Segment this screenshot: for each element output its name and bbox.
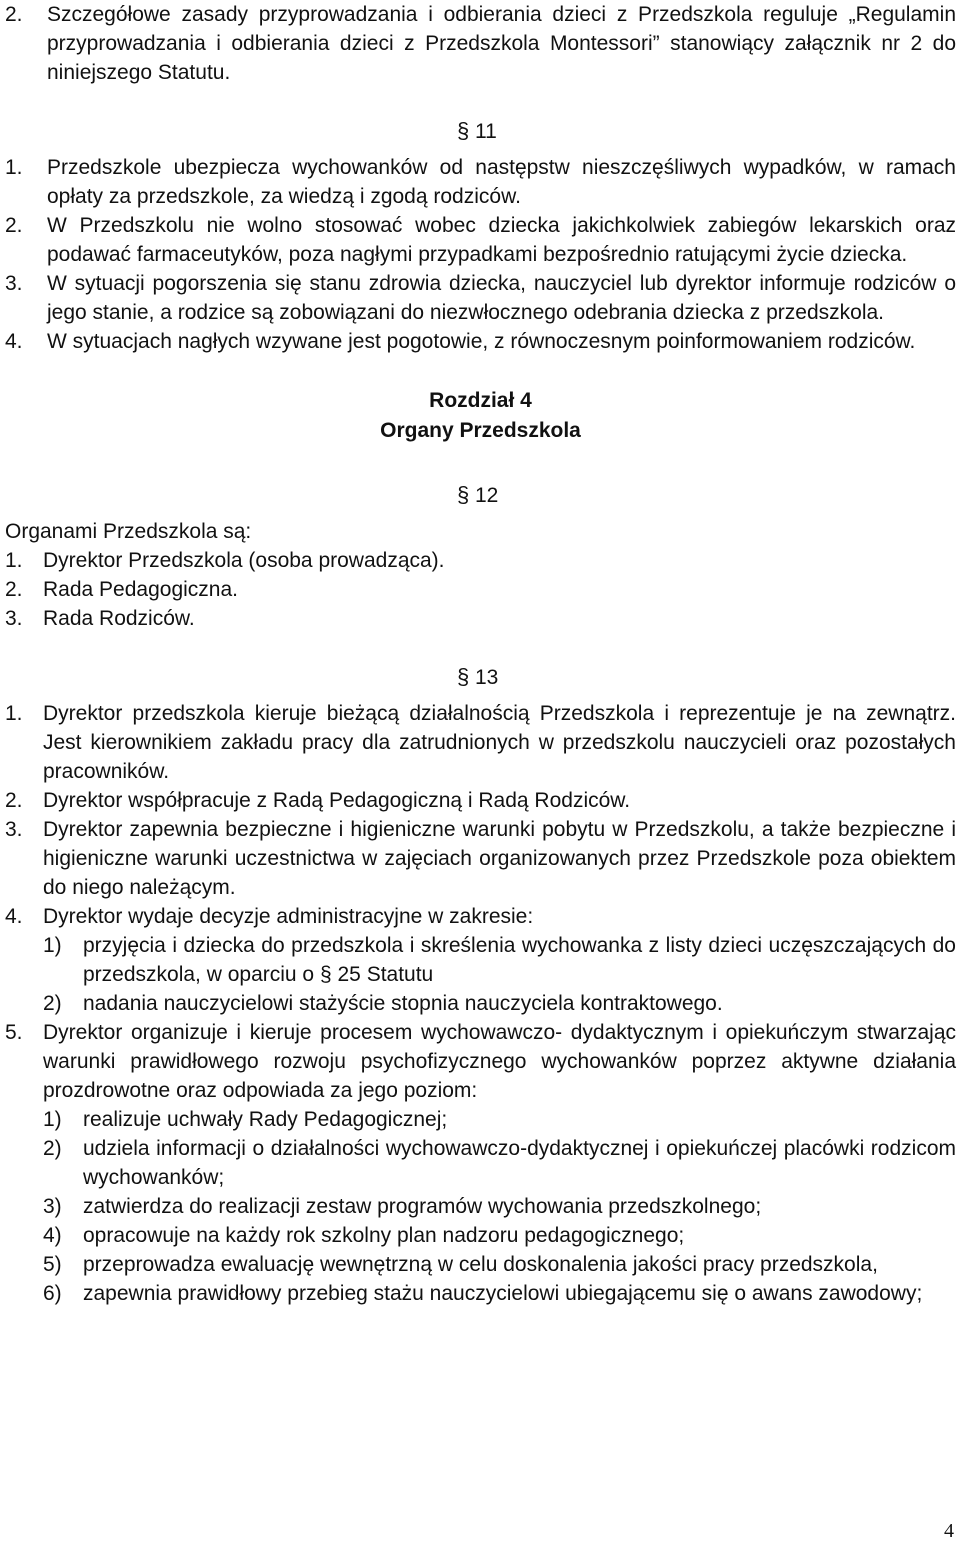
sub-item-number: 4): [43, 1224, 62, 1247]
item-number: 1.: [5, 156, 23, 179]
section-sign-glyph: [457, 662, 475, 692]
item-text: Dyrektor współpracuje z Radą Pedagogiczną i Radą Rodziców.: [43, 789, 631, 812]
list-item: [5, 546, 956, 575]
sub-item-text-part: 25 Statutu: [337, 963, 434, 986]
item-number: 5.: [5, 1021, 23, 1044]
section-11-list: [5, 153, 956, 356]
sub-item-number: 2): [43, 1137, 62, 1160]
list-item: [5, 902, 956, 931]
item-number: 3.: [5, 607, 23, 630]
sub-item-number: 1): [43, 1108, 62, 1131]
list-item: [5, 786, 956, 815]
sub-item-text: przeprowadza ewaluację wewnętrzną w celu doskonalenia jakości pracy przedszkola,: [83, 1253, 878, 1276]
chapter-subtitle: Organy Przedszkola: [380, 419, 581, 442]
section-12-heading: [5, 480, 956, 517]
sub-item-number: 2): [43, 992, 62, 1015]
section-12-list: [5, 546, 956, 633]
item-number: 2.: [5, 789, 23, 812]
section-sign-glyph: [457, 116, 475, 146]
sub-list-item: [43, 1134, 956, 1192]
sub-item-text: opracowuje na każdy rok szkolny plan nadzoru pedagogicznego;: [83, 1224, 685, 1247]
sub-list-item: [43, 1250, 956, 1279]
section-number: 12: [475, 484, 499, 507]
list-item: [5, 327, 956, 356]
item-number: 1.: [5, 549, 23, 572]
sub-list-item: [43, 1221, 956, 1250]
section-11-heading: [5, 116, 956, 153]
item-text: Rada Pedagogiczna.: [43, 578, 238, 601]
chapter-title: Rozdział 4: [429, 389, 532, 412]
section-number: 13: [475, 666, 499, 689]
section-12-lead: Organami Przedszkola są:: [5, 520, 252, 543]
list-item: [5, 1018, 956, 1105]
item-number: 2.: [5, 214, 23, 237]
item-text: Dyrektor organizuje i kieruje procesem wychowawczo- dydaktycznym i opiekuńczym stwarzając warunki prawidłowego rozwoju psychofizycznego wychowanków poprzez aktywne działania prozdrowotne oraz odpowiada za jego poziom:: [43, 1021, 956, 1102]
sub-item-text-part: przyjęcia i dziecka do przedszkola i skreślenia wychowanka z listy dzieci uczęszczających do przedszkola, w oparciu o: [83, 934, 956, 986]
item-text: Dyrektor zapewnia bezpieczne i higieniczne warunki pobytu w Przedszkolu, a także bezpieczne i higieniczne warunki uczestnictwa w zajęciach organizowanych przez Przedszkole poza obiektem do niego należącym.: [43, 818, 956, 899]
sub-item-text: zapewnia prawidłowy przebieg stażu nauczycielowi ubiegającemu się o awans zawodowy;: [83, 1282, 923, 1305]
sub-item-number: 3): [43, 1195, 62, 1218]
item-text: Dyrektor przedszkola kieruje bieżącą działalnością Przedszkola i reprezentuje je na zewnątrz. Jest kierownikiem zakładu pracy dla zatrudnionych w przedszkolu nauczycieli oraz pozostałych pracowników.: [43, 702, 956, 783]
section-number: 11: [475, 120, 497, 143]
item-text: Szczegółowe zasady przyprowadzania i odbierania dzieci z Przedszkola reguluje „Regulamin przyprowadzania i odbierania dzieci z Przedszkola Montessori” stanowiący załącznik nr 2 do niniejszego Statutu.: [47, 3, 956, 84]
item-number: 3.: [5, 818, 23, 841]
item-text: Rada Rodziców.: [43, 607, 195, 630]
item-number: 4.: [5, 905, 23, 928]
item-text: W Przedszkolu nie wolno stosować wobec dziecka jakichkolwiek zabiegów lekarskich oraz podawać farmaceutyków, poza nagłymi przypadkami bezpośrednio ratującymi życie dziecka.: [47, 214, 956, 266]
sub-list-item: [43, 931, 956, 989]
item-number: 4.: [5, 330, 23, 353]
sub-item-text: [83, 931, 956, 989]
list-item: [5, 575, 956, 604]
sub-item-text: realizuje uchwały Rady Pedagogicznej;: [83, 1108, 448, 1131]
list-item: [5, 153, 956, 211]
sub-item-text: nadania nauczycielowi stażyście stopnia nauczyciela kontraktowego.: [83, 992, 723, 1015]
page-number: 4: [944, 1520, 954, 1542]
item-number: 3.: [5, 272, 23, 295]
item-number: 2.: [5, 578, 23, 601]
item-text: Dyrektor wydaje decyzje administracyjne w zakresie:: [43, 905, 534, 928]
item-text: W sytuacjach nagłych wzywane jest pogotowie, z równoczesnym poinformowaniem rodziców.: [47, 330, 916, 353]
section-13-heading: [5, 662, 956, 699]
intro-item: [5, 0, 956, 87]
list-item: [5, 269, 956, 327]
section-sign-glyph: [457, 480, 475, 510]
section-sign: §: [319, 963, 332, 986]
list-item: [5, 211, 956, 269]
list-item: [5, 604, 956, 633]
sub-list-item: [43, 1105, 956, 1134]
sub-item-text: udziela informacji o działalności wychowawczo-dydaktycznej i opiekuńczej placówki rodzicom wychowanków;: [83, 1137, 956, 1189]
sub-list-item: [43, 1279, 956, 1308]
item-text: Przedszkole ubezpiecza wychowanków od następstw nieszczęśliwych wypadków, w ramach opłaty za przedszkole, za wiedzą i zgodą rodziców.: [47, 156, 956, 208]
sub-item-text: zatwierdza do realizacji zestaw programów wychowania przedszkolnego;: [83, 1195, 762, 1218]
sub-item-number: 1): [43, 934, 62, 957]
item-text: Dyrektor Przedszkola (osoba prowadząca).: [43, 549, 445, 572]
sub-item-number: 6): [43, 1282, 62, 1305]
sub-list-item: [43, 989, 956, 1018]
sub-item-number: 5): [43, 1253, 62, 1276]
section-13-list: [5, 699, 956, 1308]
chapter-heading: [5, 386, 956, 446]
list-item: [5, 699, 956, 786]
list-item: [5, 815, 956, 902]
item-text: W sytuacji pogorszenia się stanu zdrowia dziecka, nauczyciel lub dyrektor informuje rodziców o jego stanie, a rodzice są zobowiązani do niezwłocznego odebrania dziecka z przedszkola.: [47, 272, 956, 324]
item-number: 2.: [5, 3, 23, 26]
sub-list-item: [43, 1192, 956, 1221]
item-number: 1.: [5, 702, 23, 725]
